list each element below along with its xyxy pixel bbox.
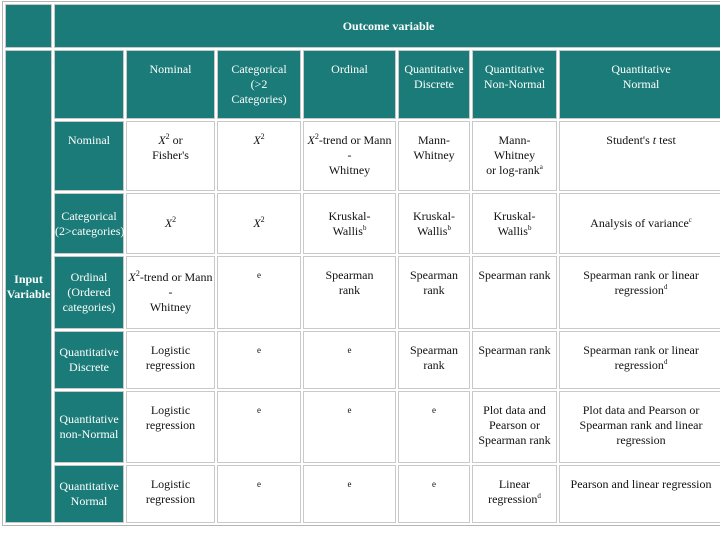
column-header-categorical: Categorical (>2 Categories) xyxy=(217,50,301,119)
table-cell: Spearman rank xyxy=(472,331,557,389)
table-cell: Kruskal- Wallis$^b$ xyxy=(472,193,557,254)
table-cell: $X^2$ xyxy=(217,121,301,191)
table-cell: $X^2$ xyxy=(217,193,301,254)
table-cell: Logistic regression xyxy=(126,331,215,389)
column-header-quantitative-discrete: Quantitative Discrete xyxy=(398,50,470,119)
table-cell: Kruskal- Wallis$^b$ xyxy=(303,193,396,254)
row-header-quantitative-non-normal: Quantitative non-Normal xyxy=(54,391,124,463)
table-cell: Spearman rank xyxy=(398,256,470,329)
column-header-nominal: Nominal xyxy=(126,50,215,119)
table-cell: e xyxy=(303,465,396,523)
table-cell: e xyxy=(398,465,470,523)
table-cell: e xyxy=(217,256,301,329)
input-variable-title: Input Variable xyxy=(6,271,51,301)
outcome-variable-header xyxy=(54,4,720,48)
table-cell: e xyxy=(217,331,301,389)
table-cell: $X^2$ xyxy=(126,193,215,254)
students-t-test-text: Student's t test xyxy=(606,133,676,147)
table-cell: Pearson and linear regression xyxy=(559,465,720,523)
table-cell: Kruskal- Wallis$^b$ xyxy=(398,193,470,254)
table-cell: Spearman rank or linear regression$^d$ xyxy=(559,331,720,389)
table-cell: Linear regression$^d$ xyxy=(472,465,557,523)
row-header-categorical: Categorical (2>categories) xyxy=(54,193,124,254)
table-cell: e xyxy=(217,465,301,523)
table-cell: Analysis of variance$^c$ xyxy=(559,193,720,254)
table-cell: Logistic regression xyxy=(126,465,215,523)
table-cell: Logistic regression xyxy=(126,391,215,463)
row-header-nominal: Nominal xyxy=(54,121,124,191)
column-header-quantitative-non-normal: Quantitative Non-Normal xyxy=(472,50,557,119)
column-header-ordinal: Ordinal xyxy=(303,50,396,119)
table-cell: Plot data and Pearson or Spearman rank xyxy=(472,391,557,463)
table-cell: Plot data and Pearson or Spearman rank and linear regression xyxy=(559,391,720,463)
table-cell: e xyxy=(303,331,396,389)
table-cell: $X^2$-trend or Mann - Whitney xyxy=(303,121,396,191)
outcome-variable-title: Outcome variable xyxy=(342,18,435,33)
row-header-quantitative-normal: Quantitative Normal xyxy=(54,465,124,523)
table-cell: Spearman rank or linear regression$^d$ xyxy=(559,256,720,329)
row-header-quantitative-discrete: Quantitative Discrete xyxy=(54,331,124,389)
statistical-test-table xyxy=(2,1,720,526)
table-cell: Spearman rank xyxy=(303,256,396,329)
column-header-quantitative-normal: Quantitative Normal xyxy=(559,50,720,119)
table-cell: Spearman rank xyxy=(472,256,557,329)
blank-header-cell xyxy=(54,50,124,119)
table-cell: $X^2$ or Fisher's xyxy=(126,121,215,191)
table-cell: Mann- Whitney xyxy=(398,121,470,191)
table-cell: e xyxy=(303,391,396,463)
row-header-ordinal: Ordinal (Ordered categories) xyxy=(54,256,124,329)
table-cell xyxy=(559,121,720,191)
input-variable-header xyxy=(5,50,52,523)
table-cell: $X^2$-trend or Mann - Whitney xyxy=(126,256,215,329)
table-cell: Mann- Whitney or log-rank$^a$ xyxy=(472,121,557,191)
table-cell: e xyxy=(217,391,301,463)
table-cell: e xyxy=(398,391,470,463)
table-cell: Spearman rank xyxy=(398,331,470,389)
corner-cell xyxy=(5,4,52,48)
